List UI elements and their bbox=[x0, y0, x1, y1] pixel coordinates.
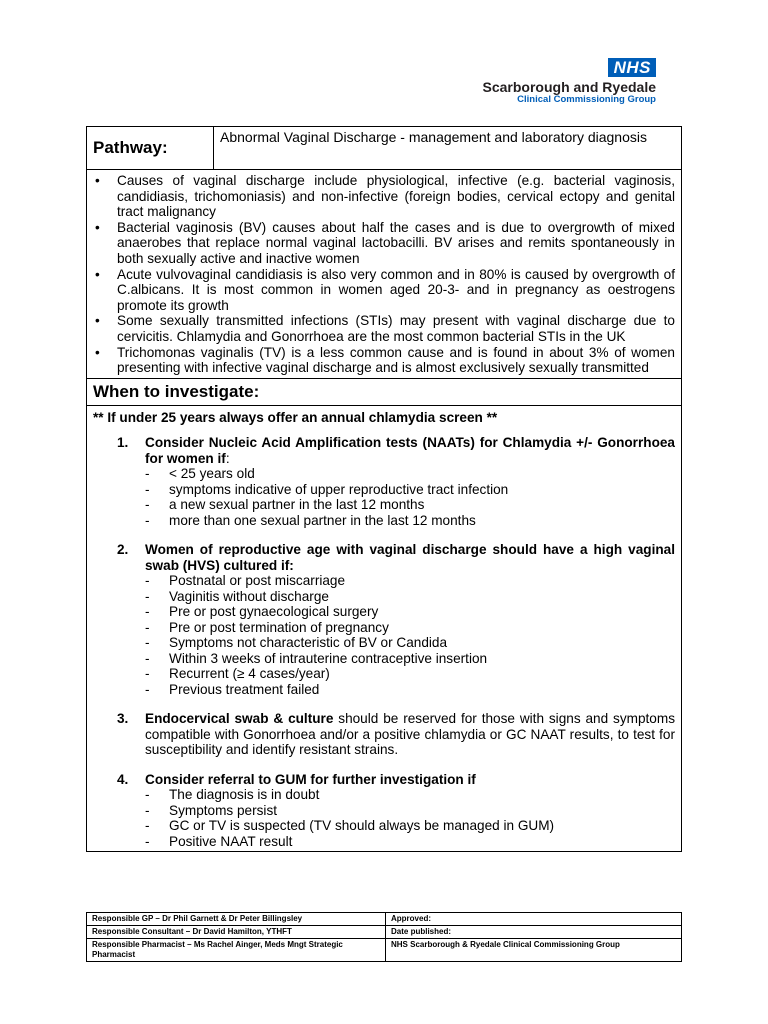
footer-responsible-pharmacist: Responsible Pharmacist – Ms Rachel Ainger, Meds Mngt Strategic Pharmacist bbox=[87, 939, 386, 962]
chlamydia-screen-note: ** If under 25 years always offer an annual chlamydia screen ** bbox=[93, 409, 498, 425]
footer-approved: Approved: bbox=[386, 913, 682, 926]
pathway-document bbox=[86, 126, 682, 852]
list-item: - Positive NAAT result bbox=[145, 833, 293, 849]
list-item: - Postnatal or post miscarriage bbox=[145, 573, 346, 589]
table-row bbox=[87, 926, 682, 939]
list-item: - < 25 years old bbox=[145, 466, 255, 482]
cause-item: • Acute vulvovaginal candidiasis is also very common and in 80% is caused by overgrowth of C.albicans. It is most common in women aged 20-3- and in pregnancy as oestrogens promote its growth bbox=[117, 267, 675, 314]
step-naat: 1. Consider Nucleic Acid Amplification tests (NAATs) for Chlamydia +/- Gonorrhoea for women if: - < 25 years old - symptoms indicative of upper reproductive tract infection - a new sexual partner in the last 12 months - more than one sexual partner in the last 12 months bbox=[117, 435, 675, 528]
table-row bbox=[87, 939, 682, 962]
list-item: - Recurrent (≥ 4 cases/year) bbox=[145, 666, 330, 682]
step-endocervical bbox=[117, 711, 675, 758]
step-hvs bbox=[117, 542, 675, 697]
gum-criteria-list bbox=[145, 787, 675, 849]
list-item: - Pre or post gynaecological surgery bbox=[145, 604, 379, 620]
step-heading: Consider referral to GUM for further investigation if bbox=[145, 771, 476, 787]
table-row bbox=[87, 913, 682, 926]
step-number: 1. bbox=[117, 435, 129, 451]
list-item: - The diagnosis is in doubt bbox=[145, 787, 320, 803]
step-heading: Women of reproductive age with vaginal discharge should have a high vaginal swab (HVS) cultured if: bbox=[145, 542, 675, 573]
nhs-badge: NHS bbox=[608, 58, 656, 77]
causes-section bbox=[87, 170, 681, 379]
list-item: - symptoms indicative of upper reproductive tract infection bbox=[145, 481, 509, 497]
list-item: - a new sexual partner in the last 12 months bbox=[145, 497, 425, 513]
cause-item: • Causes of vaginal discharge include physiological, infective (e.g. bacterial vaginosis, candidiasis, trichomoniasis) and non-infective (foreign bodies, cervical ectopy and genital tract malignancy bbox=[117, 173, 675, 220]
pathway-header-row bbox=[87, 127, 681, 170]
step-gum-referral bbox=[117, 772, 675, 850]
step-heading: Consider Nucleic Acid Amplification tests (NAATs) for Chlamydia +/- Gonorrhoea for women if bbox=[145, 435, 675, 466]
step-heading: Endocervical swab & culture bbox=[145, 711, 334, 727]
cause-item: • Trichomonas vaginalis (TV) is a less common cause and is found in about 3% of women presenting with infective vaginal discharge and is almost exclusively sexually transmitted bbox=[117, 345, 675, 376]
step-number: 2. bbox=[117, 542, 129, 558]
footer-date-published: Date published: bbox=[386, 926, 682, 939]
cause-item: • Bacterial vaginosis (BV) causes about half the cases and is due to overgrowth of mixed anaerobes that replace normal vaginal lactobacilli. BV arises and remits spontaneously in both sexually active and inactive women bbox=[117, 220, 675, 267]
step-text: should be reserved for those with signs and symptoms compatible with Gonorrhoea and/or a positive chlamydia or GC NAAT results, to test for susceptibility and identify resistant strains. bbox=[145, 711, 675, 758]
list-item: - Pre or post termination of pregnancy bbox=[145, 619, 389, 635]
pathway-title: Abnormal Vaginal Discharge - management and laboratory diagnosis bbox=[220, 129, 647, 145]
investigate-heading: When to investigate: bbox=[87, 379, 681, 406]
cause-item: • Some sexually transmitted infections (STIs) may present with vaginal discharge due to cervicitis. Chlamydia and Gonorrhoea are the most common bacterial STIs in the UK bbox=[117, 313, 675, 344]
list-item: - GC or TV is suspected (TV should always be managed in GUM) bbox=[145, 818, 555, 834]
footer-organisation: NHS Scarborough & Ryedale Clinical Commissioning Group bbox=[386, 939, 682, 962]
step-number: 3. bbox=[117, 711, 129, 727]
list-item: - Vaginitis without discharge bbox=[145, 588, 329, 604]
list-item: - more than one sexual partner in the last 12 months bbox=[145, 512, 476, 528]
list-item: - Symptoms not characteristic of BV or Candida bbox=[145, 635, 448, 651]
hvs-criteria-list bbox=[145, 573, 675, 697]
investigate-body bbox=[87, 406, 681, 852]
list-item: - Symptoms persist bbox=[145, 802, 278, 818]
pathway-label: Pathway: bbox=[87, 127, 214, 169]
footer-responsible-gp: Responsible GP – Dr Phil Garnett & Dr Peter Billingsley bbox=[87, 913, 386, 926]
step-number: 4. bbox=[117, 771, 129, 787]
logo-org-subtitle: Clinical Commissioning Group bbox=[517, 94, 656, 105]
list-item: - Previous treatment failed bbox=[145, 681, 320, 697]
nhs-logo bbox=[483, 58, 656, 105]
causes-list bbox=[93, 173, 675, 376]
logo-org-name: Scarborough and Ryedale bbox=[482, 79, 656, 95]
list-item: - Within 3 weeks of intrauterine contraceptive insertion bbox=[145, 650, 488, 666]
naat-criteria-list bbox=[145, 466, 675, 528]
responsibility-footer bbox=[86, 912, 682, 962]
footer-responsible-consultant: Responsible Consultant – Dr David Hamilton, YTHFT bbox=[87, 926, 386, 939]
